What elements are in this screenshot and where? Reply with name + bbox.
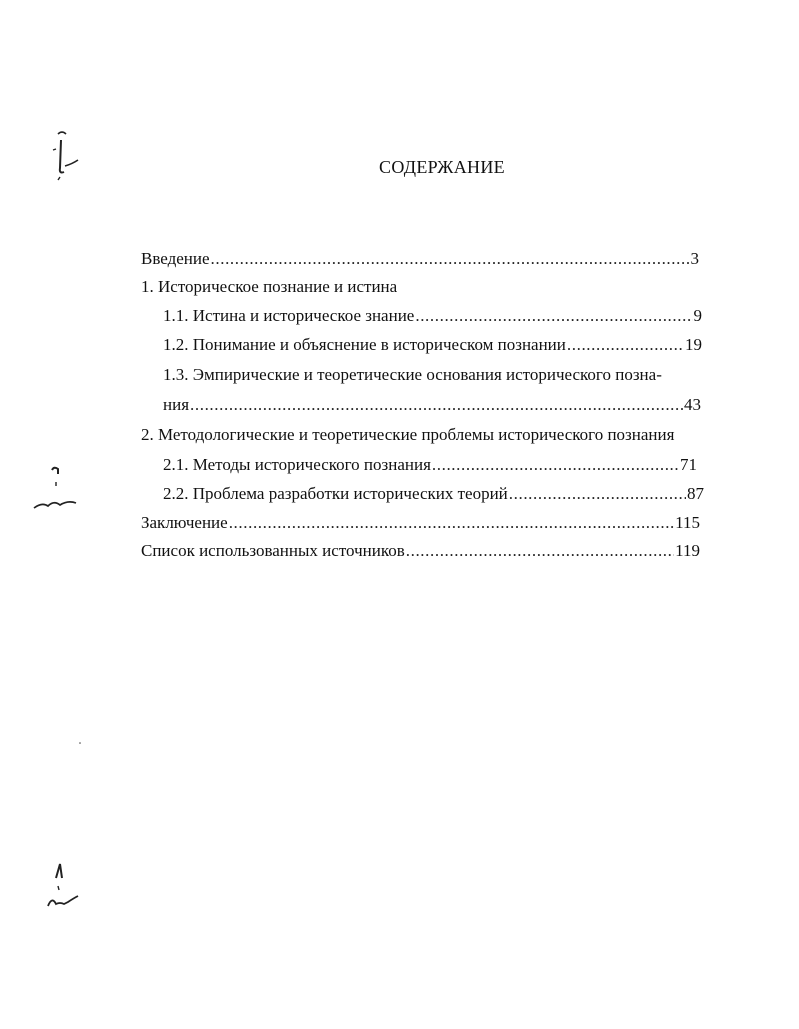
toc-section-heading [141, 425, 674, 445]
toc-entry-continuation [163, 395, 701, 415]
toc-entry-label: ния [163, 395, 190, 414]
toc-entry-page: 71 [680, 455, 697, 474]
toc-entry-page: 87 [687, 484, 704, 503]
toc-leader [509, 484, 686, 504]
toc-entry-label: Введение [141, 249, 210, 268]
toc-entry [141, 513, 700, 533]
toc-entry [163, 306, 702, 326]
toc-entry [163, 484, 704, 504]
page-title: СОДЕРЖАНИЕ [379, 157, 505, 177]
toc-entry-label: 1.3. Эмпирические и теоретические основания исторического позна- [163, 365, 662, 384]
toc-leader [432, 455, 679, 475]
toc-entry-label: Список использованных источников [141, 541, 405, 560]
toc-leader [229, 513, 674, 533]
toc-entry-page: 9 [693, 306, 702, 325]
toc-leader [211, 249, 690, 269]
toc-entry-label: 2.1. Методы исторического познания [163, 455, 431, 474]
toc-leader [190, 395, 683, 415]
toc-entry-label: Заключение [141, 513, 228, 532]
toc-entry [141, 541, 700, 561]
toc-section-heading [141, 277, 397, 297]
toc-entry-page: 115 [675, 513, 700, 532]
handwritten-margin-mark-bottom [40, 858, 90, 918]
toc-entry-label: 1. Историческое познание и истина [141, 277, 398, 296]
speck [78, 741, 82, 745]
toc-entry-label-wrapped [163, 365, 662, 385]
toc-entry-page: 19 [685, 335, 702, 354]
toc-entry-label: 1.1. Истина и историческое знание [163, 306, 415, 325]
toc-entry-page: 119 [675, 541, 700, 560]
toc-leader [415, 306, 692, 326]
toc-leader [406, 541, 674, 561]
toc-entry-label: 2.2. Проблема разработки исторических теорий [163, 484, 508, 503]
handwritten-margin-mark-middle [28, 460, 88, 520]
toc-entry [163, 455, 697, 475]
toc-entry-label: 2. Методологические и теоретические проблемы исторического познания [141, 425, 675, 444]
toc-entry-page: 3 [690, 249, 699, 268]
toc-entry [141, 249, 699, 269]
toc-entry-page: 43 [684, 395, 701, 414]
toc-entry [163, 335, 702, 355]
toc-leader [567, 335, 684, 355]
toc-entry-label: 1.2. Понимание и объяснение в историческом познании [163, 335, 566, 354]
